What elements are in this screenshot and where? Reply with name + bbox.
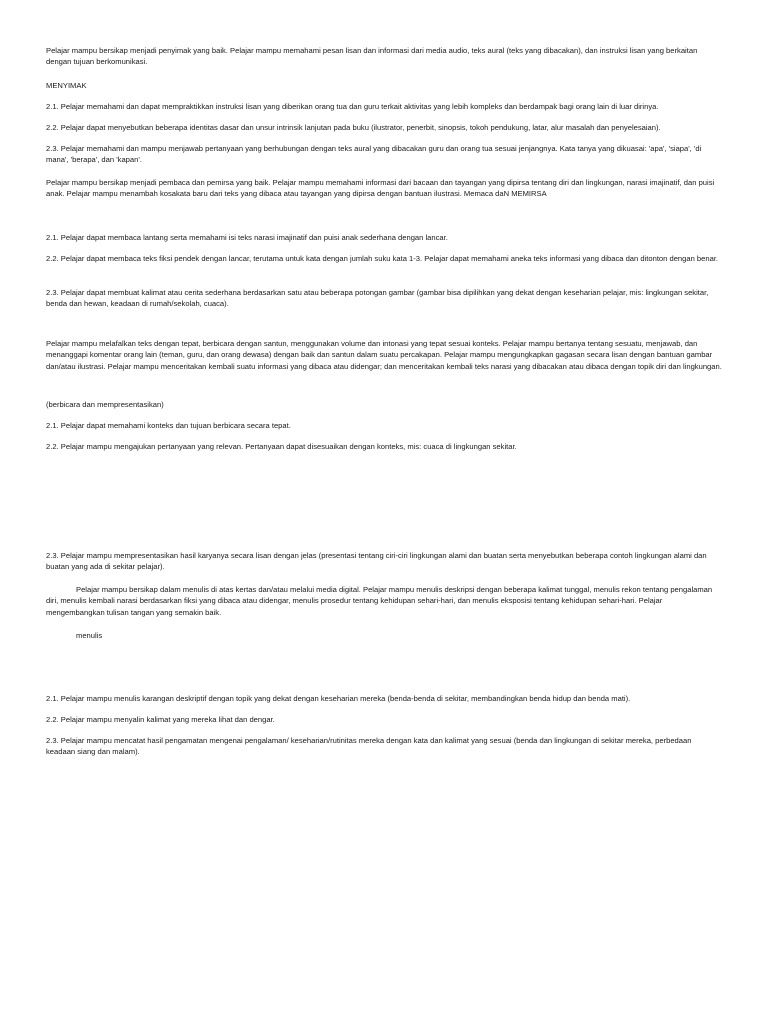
- menyimak-point-2-1: 2.1. Pelajar memahami dan dapat mempraktikkan instruksi lisan yang diberikan orang tua dan guru terkait aktivitas yang lebih kompleks dan berdampak bagi orang lain di luar dirinya.: [46, 102, 659, 111]
- intro-berbicara-paragraph: Pelajar mampu melafalkan teks dengan tepat, berbicara dengan santun, menggunakan volume dan intonasi yang tepat sesuai konteks. Pelajar mampu bertanya tentang sesuatu, menjawab, dan menanggapi komentar orang lain (teman, guru, dan orang dewasa) dengan baik dan santun dalam suatu percakapan. Pelajar mampu mengungkapkan gagasan secara lisan dengan bantuan gambar dan/atau ilustrasi. Pelajar mampu menceritakan kembali suatu informasi yang dibaca atau didengar; dan menceritakan kembali teks narasi yang dibacakan atau dibaca dengan topik diri dan lingkungan.: [46, 339, 722, 371]
- menyimak-point-2-3: 2.3. Pelajar memahami dan mampu menjawab pertanyaan yang berhubungan dengan teks aural yang dibacakan guru dan orang tua sesuai jenjangnya. Kata tanya yang dikuasai: 'apa', 'siapa', 'di mana', 'berapa', dan 'kapan'.: [46, 144, 702, 165]
- membaca-point-2-2: 2.2. Pelajar dapat membaca teks fiksi pendek dengan lancar, terutama untuk kata dengan jumlah suku kata 1-3. Pelajar dapat memahami aneka teks informasi yang dibaca dan ditonton dengan benar.: [46, 254, 719, 263]
- section-heading-berbicara: (berbicara dan mempresentasikan): [46, 400, 164, 409]
- membaca-point-2-3: 2.3. Pelajar dapat membuat kalimat atau cerita sederhana berdasarkan satu atau beberapa potongan gambar (gambar bisa dipilihkan yang dekat dengan keseharian pelajar, mis: lingkungan sekitar, benda dan hewan, keadaan di rumah/sekolah, cuaca).: [46, 288, 709, 309]
- section-heading-menyimak: MENYIMAK: [46, 81, 87, 90]
- berbicara-point-2-1: 2.1. Pelajar dapat memahami konteks dan tujuan berbicara secara tepat.: [46, 421, 291, 430]
- intro-menulis-paragraph: Pelajar mampu bersikap dalam menulis di atas kertas dan/atau melalui media digital. Pelajar mampu menulis deskripsi dengan beberapa kalimat tunggal, menulis rekon tentang pengalaman diri, menulis kembali narasi berdasarkan fiksi yang dibaca atau didengar, menulis prosedur tentang kehidupan sehari-hari, dan menulis eksposisi tentang kehidupan sehari-hari. Pelajar mengembangkan tulisan tangan yang semakin baik.: [46, 585, 713, 617]
- berbicara-point-2-2: 2.2. Pelajar mampu mengajukan pertanyaan yang relevan. Pertanyaan dapat disesuaikan dengan konteks, mis: cuaca di lingkungan sekitar.: [46, 442, 517, 451]
- menulis-point-2-2: 2.2. Pelajar mampu menyalin kalimat yang mereka lihat dan dengar.: [46, 715, 275, 724]
- menulis-point-2-3: 2.3. Pelajar mampu mencatat hasil pengamatan mengenai pengalaman/ keseharian/rutinitas mereka dengan kata dan kalimat yang sesuai (benda dan lingkungan di sekitar mereka, perbedaan keadaan siang dan malam).: [46, 736, 692, 757]
- membaca-point-2-1: 2.1. Pelajar dapat membaca lantang serta memahami isi teks narasi imajinatif dan puisi anak sederhana dengan lancar.: [46, 233, 448, 242]
- berbicara-point-2-3: 2.3. Pelajar mampu mempresentasikan hasil karyanya secara lisan dengan jelas (presentasi tentang ciri-ciri lingkungan alami dan buatan serta menyebutkan beberapa contoh lingkungan alami dan buatan yang ada di sekitar pelajar).: [46, 551, 707, 572]
- menyimak-point-2-2: 2.2. Pelajar dapat menyebutkan beberapa identitas dasar dan unsur intrinsik lanjutan pada buku (ilustrator, penerbit, sinopsis, tokoh pendukung, latar, alur masalah dan penyelesaian).: [46, 123, 661, 132]
- intro-menyimak-paragraph: Pelajar mampu bersikap menjadi penyimak yang baik. Pelajar mampu memahami pesan lisan dan informasi dari media audio, teks aural (teks yang dibacakan), dan instruksi lisan yang berkaitan dengan tujuan berkomunikasi.: [46, 46, 698, 67]
- menulis-point-2-1: 2.1. Pelajar mampu menulis karangan deskriptif dengan topik yang dekat dengan keseharian mereka (benda-benda di sekitar, membandingkan benda hidup dan benda mati).: [46, 694, 631, 703]
- intro-membaca-paragraph: Pelajar mampu bersikap menjadi pembaca dan pemirsa yang baik. Pelajar mampu memahami informasi dari bacaan dan tayangan yang dipirsa tentang diri dan lingkungan, narasi imajinatif, dan puisi anak. Pelajar mampu menambah kosakata baru dari teks yang dibaca atau tayangan yang dipirsa dengan bantuan ilustrasi. Memaca daN MEMIRSA: [46, 178, 715, 199]
- section-heading-menulis: menulis: [76, 631, 103, 640]
